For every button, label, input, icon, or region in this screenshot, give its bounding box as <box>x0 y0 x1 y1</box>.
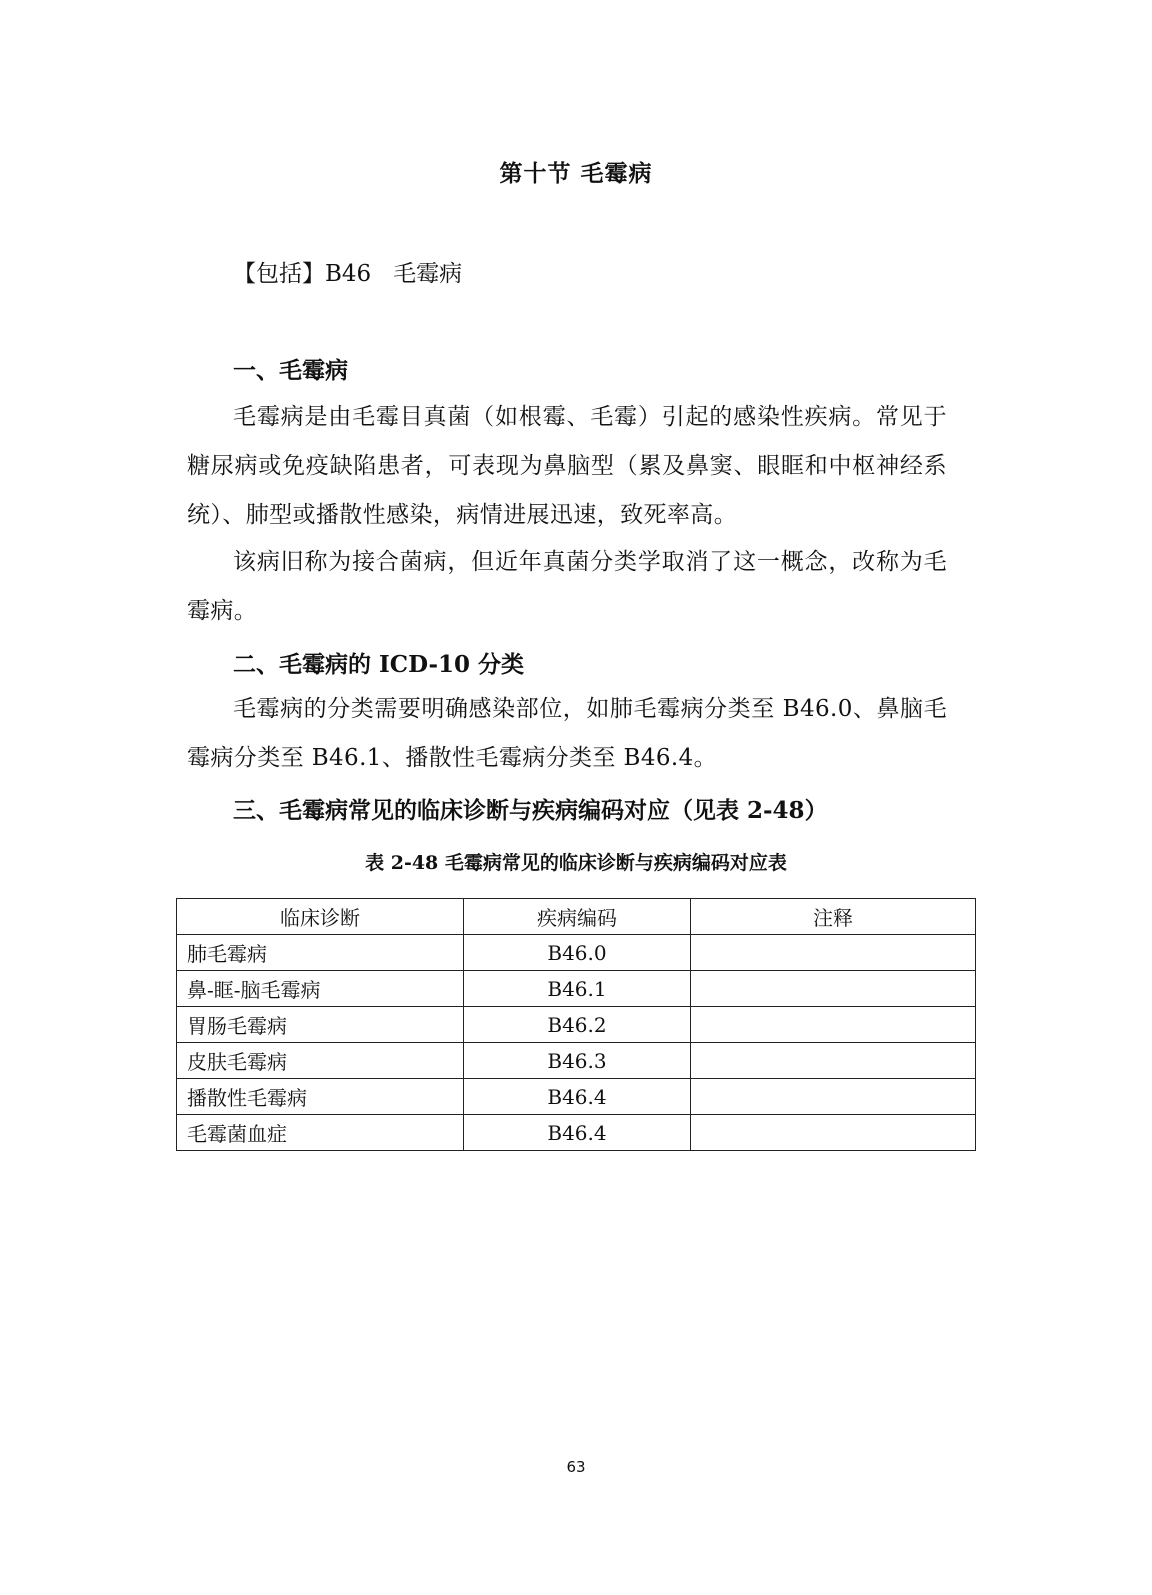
includes-label: 【包括】B46 <box>233 261 372 287</box>
table-row <box>177 1007 976 1043</box>
includes-name: 毛霉病 <box>393 261 463 287</box>
header-disease-code: 疾病编码 <box>464 899 691 935</box>
diagnosis-cell: 毛霉菌血症 <box>177 1115 464 1151</box>
table-row <box>177 971 976 1007</box>
section-heading-3: 三、毛霉病常见的临床诊断与疾病编码对应（见表 2-48） <box>233 797 828 824</box>
section-heading-1: 一、毛霉病 <box>233 357 348 384</box>
diagnosis-cell: 皮肤毛霉病 <box>177 1043 464 1079</box>
code-cell: B46.4 <box>464 1115 691 1151</box>
notes-cell <box>690 1115 975 1151</box>
section-2-paragraph-1: 毛霉病的分类需要明确感染部位，如肺毛霉病分类至 B46.0、鼻脑毛霉病分类至 B46.1、播散性毛霉病分类至 B46.4。 <box>187 696 947 771</box>
notes-cell <box>690 1079 975 1115</box>
notes-cell <box>690 971 975 1007</box>
header-clinical-diagnosis: 临床诊断 <box>177 899 464 935</box>
code-cell: B46.2 <box>464 1007 691 1043</box>
table-caption: 表 2-48 毛霉病常见的临床诊断与疾病编码对应表 <box>365 852 787 874</box>
code-cell: B46.0 <box>464 935 691 971</box>
page-title: 第十节 毛霉病 <box>499 160 653 187</box>
section-1-paragraph-1: 毛霉病是由毛霉目真菌（如根霉、毛霉）引起的感染性疾病。常见于糖尿病或免疫缺陷患者，可表现为鼻脑型（累及鼻窦、眼眶和中枢神经系统）、肺型或播散性感染，病情进展迅速，致死率高。 <box>187 404 947 528</box>
code-cell: B46.1 <box>464 971 691 1007</box>
table-row <box>177 1079 976 1115</box>
notes-cell <box>690 1007 975 1043</box>
diagnosis-cell: 鼻-眶-脑毛霉病 <box>177 971 464 1007</box>
page-number: 63 <box>566 1458 586 1476</box>
diagnosis-cell: 胃肠毛霉病 <box>177 1007 464 1043</box>
diagnosis-cell: 播散性毛霉病 <box>177 1079 464 1115</box>
includes-line <box>233 255 462 288</box>
table-row <box>177 1115 976 1151</box>
notes-cell <box>690 1043 975 1079</box>
section-1-paragraph-2: 该病旧称为接合菌病，但近年真菌分类学取消了这一概念，改称为毛霉病。 <box>187 549 947 624</box>
notes-cell <box>690 935 975 971</box>
header-notes: 注释 <box>690 899 975 935</box>
table-row <box>177 1043 976 1079</box>
code-cell: B46.3 <box>464 1043 691 1079</box>
table-header-row <box>177 899 976 935</box>
code-cell: B46.4 <box>464 1079 691 1115</box>
diagnosis-code-table <box>176 898 976 1151</box>
section-heading-2: 二、毛霉病的 ICD-10 分类 <box>233 651 525 678</box>
table-row <box>177 935 976 971</box>
diagnosis-cell: 肺毛霉病 <box>177 935 464 971</box>
